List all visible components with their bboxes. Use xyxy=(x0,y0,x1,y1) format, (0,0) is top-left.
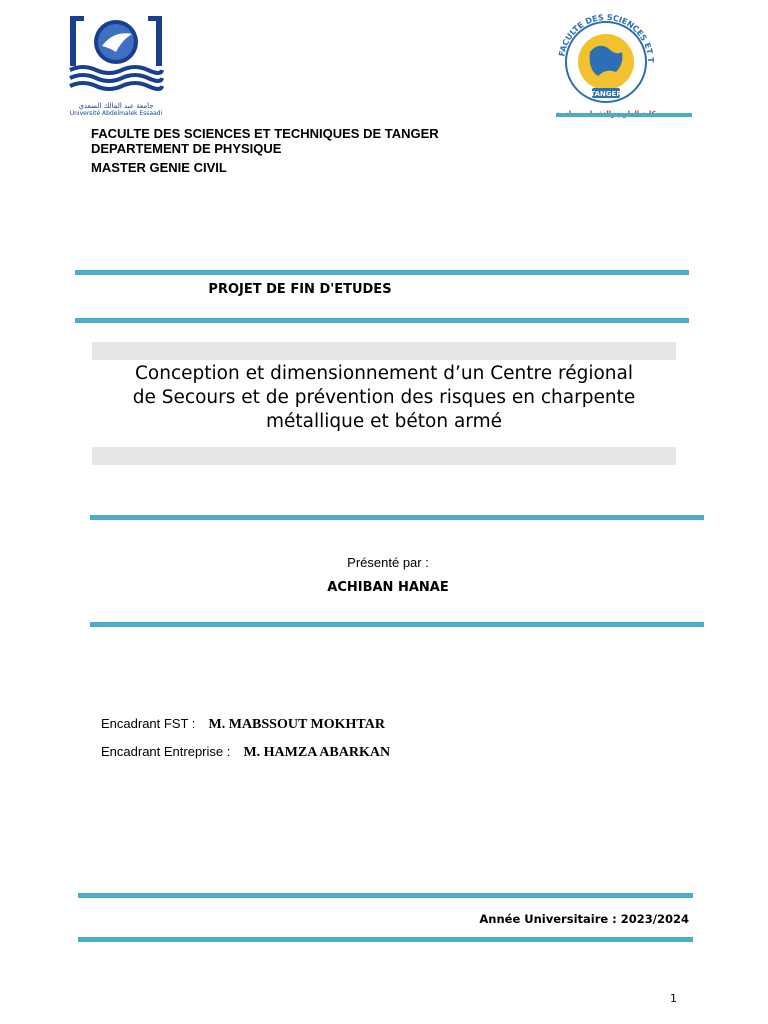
supervisor-company-label: Encadrant Entreprise : xyxy=(101,744,231,759)
faculty-emblem-icon xyxy=(552,12,660,106)
faculty-ring-text: FACULTE DES SCIENCES ET T xyxy=(557,12,656,63)
university-french-name: Université Abdelmalek Essaadi xyxy=(69,110,163,117)
university-logo xyxy=(66,12,166,117)
divider-rule xyxy=(90,622,704,627)
faculty-city-label: TANGER xyxy=(590,90,622,98)
divider-rule xyxy=(90,515,704,520)
logo-underline xyxy=(556,113,692,117)
divider-rule xyxy=(75,318,689,323)
title-band-top xyxy=(92,342,676,360)
thesis-title xyxy=(92,362,676,434)
divider-rule xyxy=(78,893,693,898)
title-line: métallique et béton armé xyxy=(266,411,502,432)
supervisor-fst-name: M. MABSSOUT MOKHTAR xyxy=(208,717,385,732)
academic-year: Année Universitaire : 2023/2024 xyxy=(479,912,689,926)
title-line: Conception et dimensionnement d’un Centre régional xyxy=(135,363,633,384)
student-name: ACHIBAN HANAE xyxy=(327,580,449,595)
faculty-logo xyxy=(552,12,660,116)
university-arabic-name: جامعة عبد المالك السعدي xyxy=(78,102,154,110)
faculty-name: FACULTE DES SCIENCES ET TECHNIQUES DE TANGER xyxy=(91,126,439,141)
university-emblem-icon xyxy=(66,12,166,98)
supervisor-fst-label: Encadrant FST : xyxy=(101,716,196,731)
supervisor-company-row xyxy=(101,741,390,761)
supervisor-company-name: M. HAMZA ABARKAN xyxy=(243,745,391,760)
project-type: PROJET DE FIN D'ETUDES xyxy=(208,282,392,297)
title-line: de Secours et de prévention des risques en charpente xyxy=(132,387,636,408)
title-band-bottom xyxy=(92,447,676,465)
supervisor-fst-row xyxy=(101,713,385,733)
presented-by-label: Présenté par : xyxy=(347,555,429,570)
page-number: 1 xyxy=(670,992,677,1005)
divider-rule xyxy=(75,270,689,275)
divider-rule xyxy=(78,937,693,942)
department-name: DEPARTEMENT DE PHYSIQUE xyxy=(91,141,282,156)
master-program: MASTER GENIE CIVIL xyxy=(91,160,227,175)
